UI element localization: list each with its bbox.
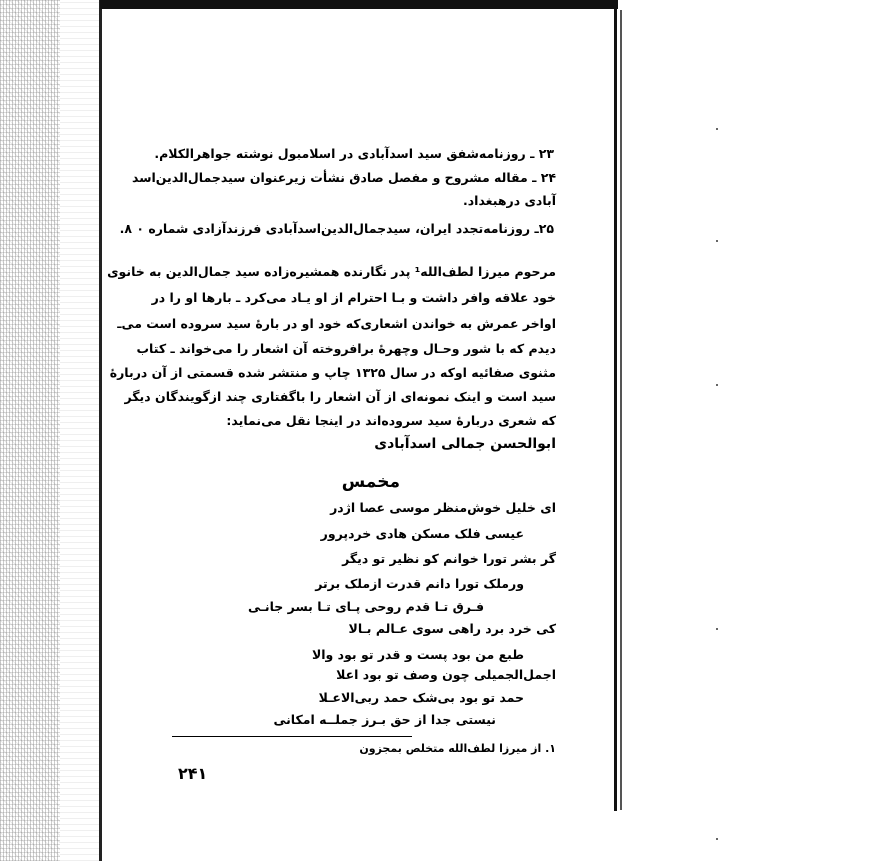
scan-speck [716,384,718,386]
page-top-border [100,0,618,9]
paragraph-line: دیدم که با شور وحـال وچهرهٔ برافروخته آن اشعار را می‌خواند ـ کتاب [136,341,556,356]
page-number: ۲۴۱ [178,764,208,783]
reference-line: ۲۵ـ روزنامه‌تجدد ایران، سیدجمال‌الدین‌اسدآبادی فرزندآزادی شماره ۰ ۸. [119,221,554,236]
paragraph-line: اواخر عمرش به خواندن اشعاری‌که خود او در بارهٔ سید سروده است می‌ـ [117,316,556,331]
poem-line: عیسی فلک مسکن هادی خردپرور [320,526,524,541]
poem-line: حمد تو بود بی‌شک حمد ربی‌الاعـلا [318,690,524,705]
paragraph-line: سید است و اینک نمونه‌ای از آن اشعار را باگفتاری چند ازگویندگان دیگر [124,389,556,404]
poem-line: طبع من بود پست و قدر تو بود والا [311,647,524,662]
poem-line: فـرق تـا قدم روحی پـای تـا بسر جانـی [248,599,484,614]
page-right-edge [614,0,617,811]
poem-line: کی خرد برد راهی سوی عـالم بـالا [348,621,556,636]
page-left-edge [99,0,102,861]
scan-speck [716,128,718,130]
scan-noise-edge-inner [60,0,100,861]
poem-line: گر بشر تورا خوانم کو نظیر تو دیگر [342,551,556,566]
poem-line: ورملک تورا دانم قدرت ازملک برتر [315,576,524,591]
reference-line: ۲۳ ـ روزنامه‌شفق سید اسدآبادی در اسلامبول نوشته جواهرالکلام. [154,146,554,161]
reference-line: آبادی درهبغداد. [463,193,556,208]
reference-line: ۲۴ ـ مقاله مشروح و مفصل صادق نشأت زیرعنوان سیدجمال‌الدین‌اسد [131,170,556,185]
paragraph-line: مرحوم میرزا لطف‌الله¹ پدر نگارنده همشیره‌زاده سید جمال‌الدین به خانوی [107,264,556,279]
page-right-shadow [620,10,622,810]
footnote-rule [172,736,412,737]
scan-speck [716,240,718,242]
poem-title: مخمس [341,472,400,492]
scan-noise-edge [0,0,60,861]
scan-speck [716,628,718,630]
poem-line: اجمل‌الجمیلی چون وصف تو بود اعلا [336,667,556,682]
paragraph-line: که شعری دربارهٔ سید سروده‌اند در اینجا نقل می‌نماید: [226,413,556,428]
poem-line: نیستی جدا از حق بـرز جملــه امکانی [273,712,496,727]
poem-line: ای خلیل خوش‌منظر موسی عصا اژدر [330,500,556,515]
scan-speck [716,838,718,840]
paragraph-line: خود علاقه وافر داشت و بـا احترام از او یـاد می‌کرد ـ بارها او را در [151,290,556,305]
paragraph-line: مثنوی صفائیه اوکه در سال ۱۳۲۵ چاپ و منتشر شده قسمتی از آن دربارهٔ [109,365,556,380]
poet-name: ابوالحسن جمالی اسدآبادی [374,436,556,452]
footnote: ۱. از میرزا لطف‌الله متخلص بمجزون [359,742,556,755]
